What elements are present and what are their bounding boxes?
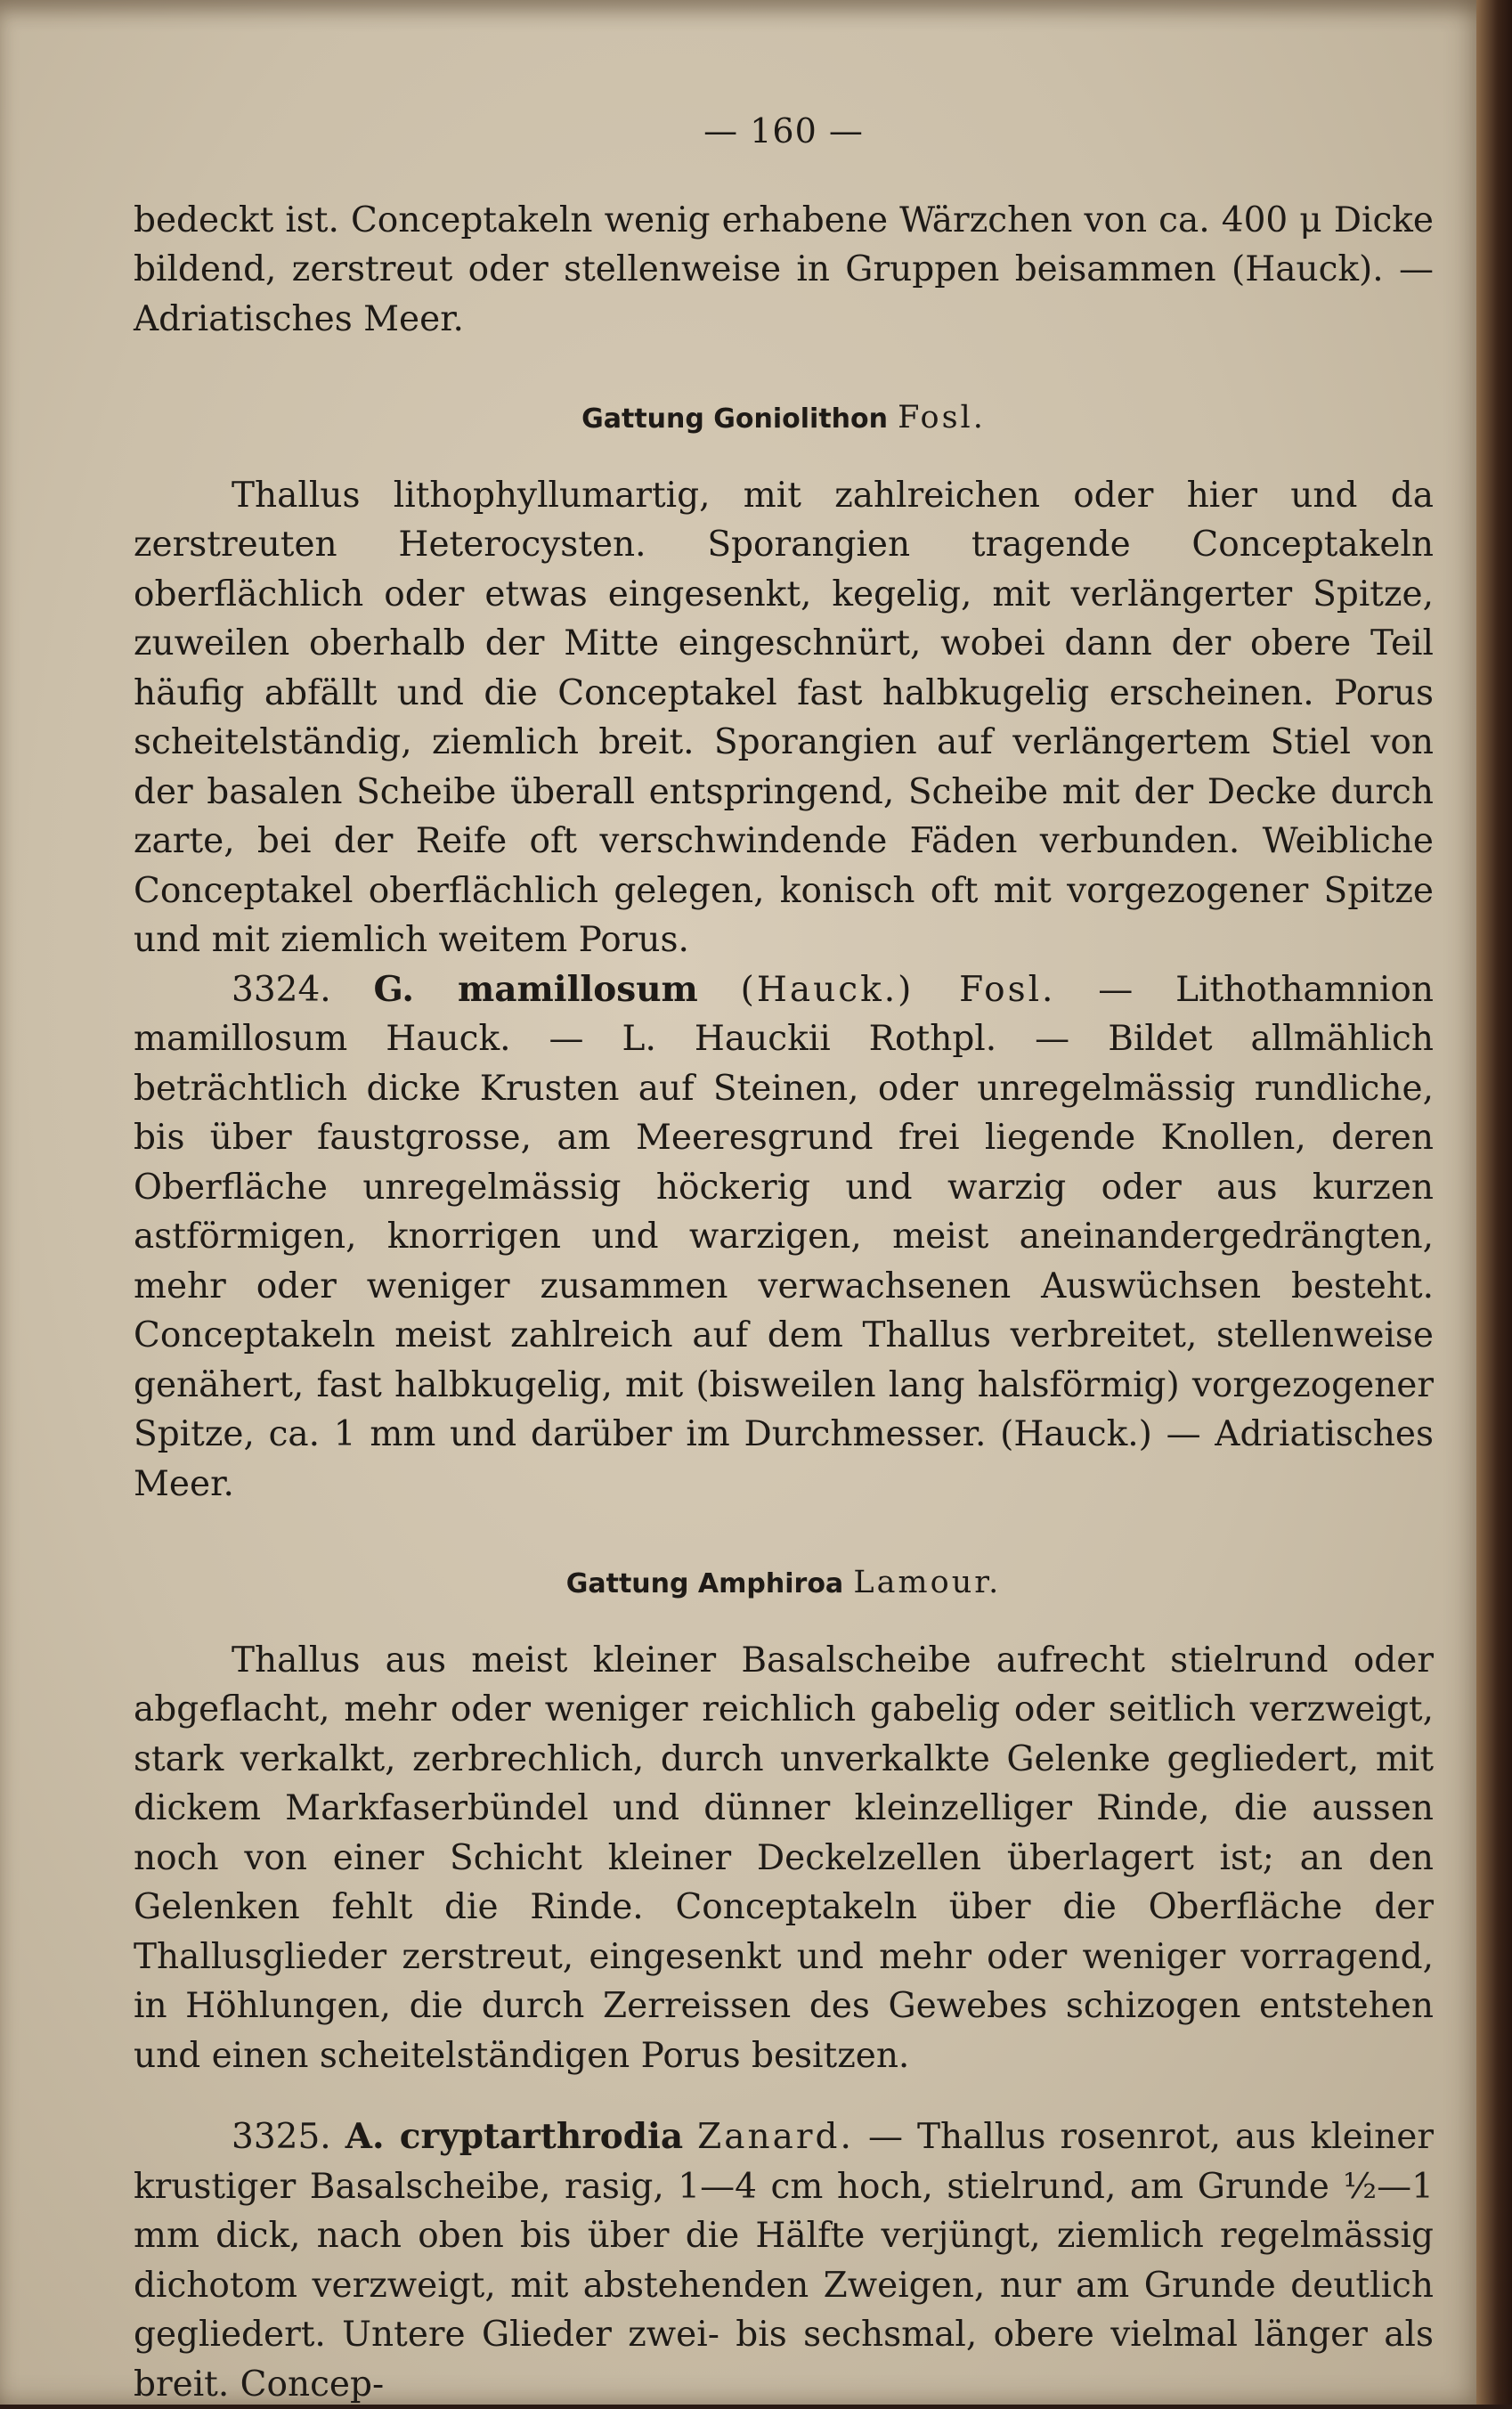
- genus-heading-amphiroa: [134, 1559, 1434, 1609]
- genus-heading-goniolithon: [134, 394, 1434, 444]
- page-content: [134, 107, 1434, 2409]
- book-edge: [1476, 0, 1512, 2405]
- species-name: A. cryptarthrodia: [345, 2116, 684, 2157]
- genus-description-goniolithon: Thallus lithophyllumartig, mit zahlreichen oder hier und da zerstreuten Heterocysten. Sporangien tragende Conceptakeln oberflächlich oder etwas eingesenkt, kegelig, mit verlängerter Spitze, zuweilen oberhalb der Mitte eingeschnürt, wobei dann der obere Teil häufig abfällt und die Conceptakel fast halbkugelig erscheinen. Porus scheitelständig, ziemlich breit. Sporangien auf verlängertem Stiel von der basalen Scheibe überall entspringend, Scheibe mit der Decke durch zarte, bei der Reife oft verschwindende Fäden verbunden. Weibliche Conceptakel oberflächlich gelegen, konisch oft mit vorgezogener Spitze und mit ziemlich weitem Porus.: [134, 475, 1434, 960]
- species-entry-3324: [134, 965, 1434, 1510]
- species-author: Zanard.: [697, 2117, 854, 2157]
- genus-author: Fosl.: [898, 400, 986, 435]
- page-number: — 160 —: [703, 111, 864, 151]
- species-text: — Thallus rosenrot, aus kleiner krustiger Basalscheibe, rasig, 1—4 cm hoch, stielrund, am Grunde ½—1 mm dick, nach oben bis über die Hälfte verjüngt, ziemlich regelmässig dichotom verzweigt, mit abstehenden Zweigen, nur am Grunde deutlich gegliedert. Untere Glieder zwei- bis sechsmal, obere vielmal länger als breit. Concep-: [134, 2117, 1434, 2405]
- species-number: 3325.: [232, 2117, 331, 2157]
- species-author: (Hauck.) Fosl.: [740, 969, 1056, 1010]
- genus-label: Gattung Amphiroa: [565, 1568, 844, 1599]
- intro-paragraph: bedeckt ist. Conceptakeln wenig erhabene Wärzchen von ca. 400 μ Dicke bildend, zerstreut oder stellenweise in Gruppen beisammen (Hauck). — Adriatisches Meer.: [134, 199, 1434, 339]
- genus-description-amphiroa: Thallus aus meist kleiner Basalscheibe aufrecht stielrund oder abgeflacht, mehr oder weniger reichlich gabelig oder seitlich verzweigt, stark verkalkt, zerbrechlich, durch unverkalkte Gelenke gegliedert, mit dickem Markfaserbündel und dünner kleinzelliger Rinde, die aussen noch von einer Schicht kleiner Deckelzellen überlagert ist; an den Gelenken fehlt die Rinde. Conceptakeln über die Oberfläche der Thallusglieder zerstreut, eingesenkt und mehr oder weniger vorragend, in Höhlungen, die durch Zerreissen des Gewebes schizogen entstehen und einen scheitelständigen Porus besitzen.: [134, 1640, 1434, 2076]
- species-text: — Lithothamnion mamillosum Hauck. — L. Hauckii Rothpl. — Bildet allmählich beträchtlich dicke Krusten auf Steinen, oder unregelmässig rundliche, bis über faustgrosse, am Meeresgrund frei liegende Knollen, deren Oberfläche unregelmässig höckerig und warzig oder aus kurzen astförmigen, knorrigen und warzigen, meist aneinandergedrängten, mehr oder weniger zusammen verwachsenen Auswüchsen besteht. Conceptakeln meist zahlreich auf dem Thallus verbreitet, stellenweise genähert, fast halbkugelig, mit (bisweilen lang halsförmig) vorgezogener Spitze, ca. 1 mm und darüber im Durchmesser. (Hauck.) — Adriatisches Meer.: [134, 969, 1434, 1504]
- genus-author: Lamour.: [853, 1565, 1002, 1600]
- species-number: 3324.: [232, 969, 331, 1010]
- species-entry-3325: [134, 2112, 1434, 2409]
- species-name: G. mamillosum: [373, 968, 698, 1010]
- genus-label: Gattung Goniolithon: [581, 403, 889, 435]
